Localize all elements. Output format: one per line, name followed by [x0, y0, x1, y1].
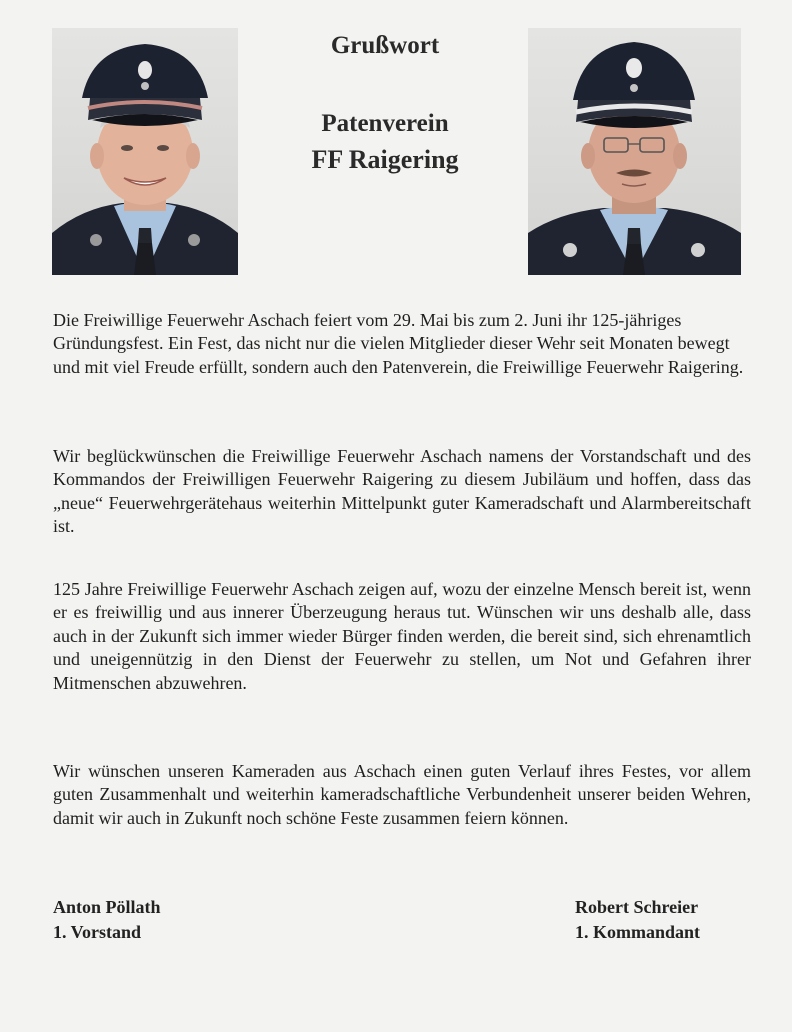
subtitle-line-1: Patenverein	[321, 110, 449, 137]
paragraph-4: Wir wünschen unseren Kameraden aus Aschach einen guten Verlauf ihres Festes, vor allem guten Zusammenhalt und weiterhin kameradschaftliche Verbundenheit unserer beiden Wehren, damit wir auch in Zukunft noch schöne Feste zusammen feiern können.	[53, 761, 751, 828]
portrait-photo-uniformed-man-icon	[52, 28, 238, 275]
portrait-photo-left	[52, 28, 238, 275]
portrait-photo-right	[528, 28, 741, 275]
signature-left-role: 1. Vorstand	[53, 922, 142, 942]
signature-right-name: Robert Schreier	[575, 897, 699, 917]
paragraph-2: Wir beglückwünschen die Freiwillige Feuerwehr Aschach namens der Vorstandschaft und des Kommandos der Freiwilligen Feuerwehr Raigering zu diesem Jubiläum und hoffen, dass das „neue“ Feuerwehrgerätehaus weiterhin Mittelpunkt guter Kameradschaft und Alarmbereitschaft ist.	[53, 446, 751, 537]
subtitle-line-2: FF Raigering	[311, 145, 459, 174]
signature-left	[53, 895, 161, 945]
page-title: Grußwort	[330, 32, 440, 59]
signature-right-role: 1. Kommandant	[575, 922, 701, 942]
paragraph-1: Die Freiwillige Feuerwehr Aschach feiert vom 29. Mai bis zum 2. Juni ihr 125-jähriges Gründungsfest. Ein Fest, das nicht nur die vielen Mitglieder dieser Wehr seit Monaten bewegt und mit viel Freude erfüllt, sondern auch den Patenverein, die Freiwillige Feuerwehr Raigering.	[53, 310, 744, 377]
signature-left-name: Anton Pöllath	[53, 897, 161, 917]
signature-right	[575, 895, 700, 945]
portrait-photo-uniformed-man-glasses-icon	[528, 28, 741, 275]
paragraph-3: 125 Jahre Freiwillige Feuerwehr Aschach zeigen auf, wozu der einzelne Mensch bereit ist, wenn er es freiwillig und aus innerer Überzeugung heraus tut. Wünschen wir uns deshalb alle, dass auch in der Zukunft sich immer wieder Bürger finden werden, die bereit sind, sich ehrenamtlich und uneigennützig in den Dienst der Feuerwehr zu stellen, um Not und Gefahren ihrer Mitmenschen abzuwehren.	[53, 579, 751, 693]
